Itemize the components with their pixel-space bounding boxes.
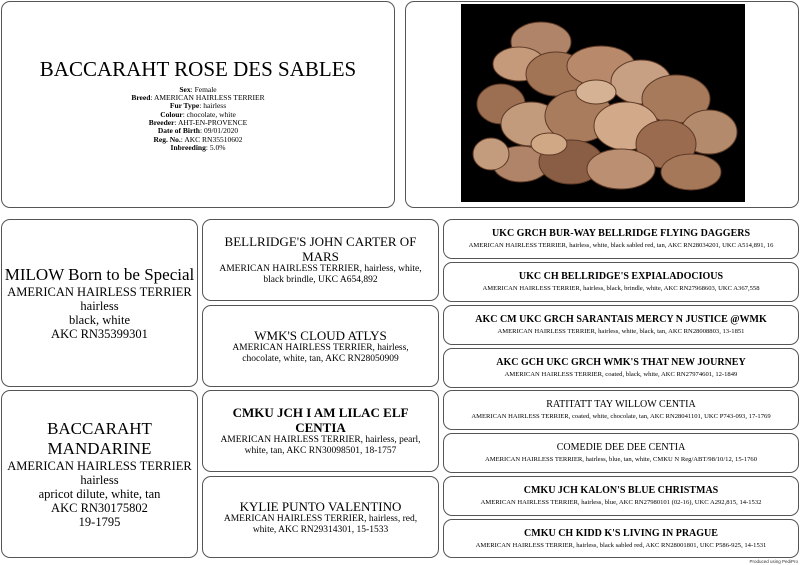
subject-name: BACCARAHT ROSE DES SABLES	[39, 56, 357, 81]
great-grandparent-name: CMKU JCH KALON'S BLUE CHRISTMAS	[523, 485, 719, 496]
photo-card	[405, 1, 799, 208]
dam-card	[1, 390, 198, 558]
detail-date-of-birth: Date of Birth: 09/01/2020	[157, 126, 239, 136]
great-grandparent-name: COMEDIE DEE DEE CENTIA	[556, 442, 686, 453]
grandparent-info: AMERICAN HAIRLESS TERRIER, hairless, chocolate, white, tan, AKC RN28050909	[232, 342, 409, 364]
detail-breed: Breed: AMERICAN HAIRLESS TERRIER	[131, 93, 265, 103]
great-grandparent-card-5	[443, 390, 799, 430]
great-grandparent-card-4	[443, 348, 799, 388]
great-grandparent-card-8	[443, 519, 799, 558]
sire-info: AMERICAN HAIRLESS TERRIER hairless black, white AKC RN35399301	[7, 285, 192, 341]
grandparent-info: AMERICAN HAIRLESS TERRIER, hairless, red, white, AKC RN29314301, 15-1533	[223, 513, 418, 535]
detail-colour: Colour: chocolate, white	[160, 109, 236, 119]
dam-info: AMERICAN HAIRLESS TERRIER hairless apricot dilute, white, tan AKC RN30175802 19-1795	[7, 459, 192, 529]
great-grandparent-name: AKC CM UKC GRCH SARANTAIS MERCY N JUSTICE @WMK	[475, 314, 767, 325]
great-grandparent-info: AMERICAN HAIRLESS TERRIER, hairless, white, black sabled red, tan, AKC RN28034201, UKC A514,891, 16	[468, 242, 774, 249]
great-grandparent-info: AMERICAN HAIRLESS TERRIER, hairless, black, brindle, white, AKC RN27968603, UKC A367,558	[482, 285, 760, 292]
great-grandparent-card-6	[443, 433, 799, 473]
detail-reg-no: Reg. No.: AKC RN35510602	[153, 134, 243, 144]
great-grandparent-info: AMERICAN HAIRLESS TERRIER, hairless, black sabled red, AKC RN28001801, UKC P586-925, 14-1531	[475, 541, 767, 549]
great-grandparent-card-7	[443, 476, 799, 516]
grandparent-info: AMERICAN HAIRLESS TERRIER, hairless, pearl, white, tan, AKC RN30098501, 18-1757	[220, 435, 421, 456]
great-grandparent-card-2	[443, 262, 799, 302]
great-grandparent-card-1	[443, 219, 799, 259]
great-grandparent-name: UKC CH BELLRIDGE'S EXPIALADOCIOUS	[518, 271, 724, 282]
great-grandparent-name: AKC GCH UKC GRCH WMK'S THAT NEW JOURNEY	[496, 357, 746, 368]
great-grandparent-info: AMERICAN HAIRLESS TERRIER, coated, white, chocolate, tan, AKC RN28041101, UKC P743-093, 17-1769	[471, 413, 771, 420]
detail-sex: Sex: Female	[179, 84, 217, 94]
great-grandparent-info: AMERICAN HAIRLESS TERRIER, hairless, white, black, tan, AKC RN28008803, 13-1851	[497, 328, 745, 335]
great-grandparent-info: AMERICAN HAIRLESS TERRIER, coated, black, white, AKC RN27974601, 12-1849	[504, 371, 738, 378]
grandparent-name: BELLRIDGE'S JOHN CARTER OF MARS	[224, 234, 417, 264]
detail-inbreeding: Inbreeding: 5.0%	[170, 142, 226, 152]
grandparent-name: CMKU JCH I AM LILAC ELF CENTIA	[232, 405, 409, 435]
great-grandparent-info: AMERICAN HAIRLESS TERRIER, hairless, blue, tan, white, CMKU N Reg/ABT/98/10/12, 15-1760	[484, 456, 758, 463]
grandparent-card-3	[202, 390, 439, 472]
footer-credit: Produced using PediPro	[749, 559, 798, 564]
subject-details	[131, 86, 264, 152]
subject-card	[1, 1, 395, 208]
detail-breeder: Breeder: AHT-EN-PROVENCE	[148, 118, 248, 127]
grandparent-name: WMK'S CLOUD ATLYS	[254, 327, 387, 343]
grandparent-info: AMERICAN HAIRLESS TERRIER, hairless, white, black brindle, UKC A654,892	[219, 264, 422, 285]
dam-name: BACCARAHT MANDARINE	[47, 419, 152, 458]
grandparent-card-2	[202, 305, 439, 387]
sire-card	[1, 219, 198, 387]
great-grandparent-card-3	[443, 305, 799, 345]
great-grandparent-name: RATITATT TAY WILLOW CENTIA	[546, 399, 696, 410]
desert-rose-photo	[461, 4, 745, 202]
great-grandparent-info: AMERICAN HAIRLESS TERRIER, hairless, blue, AKC RN27980101 (02-16), UKC A292,815, 14-1532	[480, 499, 762, 506]
grandparent-card-4	[202, 476, 439, 558]
grandparent-name: KYLIE PUNTO VALENTINO	[239, 498, 402, 514]
sire-name: MILOW Born to be Special	[4, 265, 195, 284]
great-grandparent-name: CMKU CH KIDD K'S LIVING IN PRAGUE	[524, 527, 718, 539]
grandparent-card-1	[202, 219, 439, 301]
detail-fur-type: Fur Type: hairless	[169, 101, 227, 111]
great-grandparent-name: UKC GRCH BUR-WAY BELLRIDGE FLYING DAGGERS	[491, 228, 751, 239]
